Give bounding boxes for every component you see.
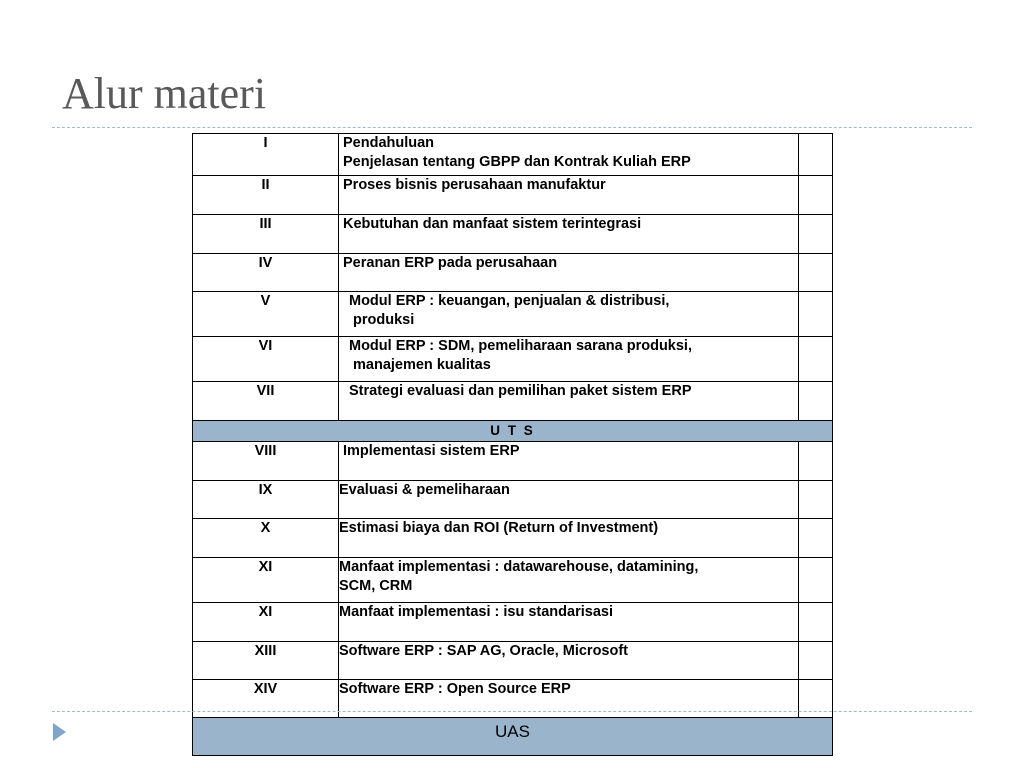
empty-cell	[799, 642, 833, 680]
topic-line: Penjelasan tentang GBPP dan Kontrak Kuliah ERP	[343, 154, 691, 170]
session-number: VI	[193, 337, 339, 382]
session-number: VII	[193, 382, 339, 421]
session-topic	[339, 519, 799, 558]
empty-cell	[799, 603, 833, 642]
session-number: I	[193, 134, 339, 176]
empty-cell	[799, 442, 833, 481]
empty-cell	[799, 134, 833, 176]
empty-cell	[799, 215, 833, 254]
session-number: VIII	[193, 442, 339, 481]
triangle-bullet-icon	[53, 723, 66, 741]
title-divider	[52, 127, 972, 128]
topic-line: produksi	[353, 312, 415, 328]
topic-line: Kebutuhan dan manfaat sistem terintegrasi	[343, 216, 642, 232]
session-number: XI	[193, 558, 339, 603]
session-number: III	[193, 215, 339, 254]
session-topic	[339, 642, 799, 680]
session-topic	[339, 558, 799, 603]
session-topic	[339, 337, 799, 382]
uts-row	[193, 421, 833, 442]
empty-cell	[799, 176, 833, 215]
session-topic	[339, 603, 799, 642]
empty-cell	[799, 519, 833, 558]
topic-line: Software ERP : SAP AG, Oracle, Microsoft	[339, 643, 629, 659]
topic-line: Estimasi biaya dan ROI (Return of Investment)	[339, 520, 659, 536]
table-row	[193, 134, 833, 176]
empty-cell	[799, 481, 833, 519]
empty-cell	[799, 382, 833, 421]
table-row	[193, 642, 833, 680]
uas-label: UAS	[193, 718, 833, 756]
table-row	[193, 519, 833, 558]
session-topic	[339, 382, 799, 421]
session-topic	[339, 215, 799, 254]
topic-line: Manfaat implementasi : isu standarisasi	[339, 604, 613, 620]
session-number: XI	[193, 603, 339, 642]
course-schedule-table	[192, 133, 833, 756]
table-row	[193, 215, 833, 254]
uts-label: U T S	[193, 421, 833, 442]
empty-cell	[799, 254, 833, 292]
empty-cell	[799, 337, 833, 382]
topic-line: Evaluasi & pemeliharaan	[339, 482, 510, 498]
empty-cell	[799, 558, 833, 603]
topic-line: Software ERP : Open Source ERP	[339, 681, 571, 697]
table-row	[193, 558, 833, 603]
topic-line: Strategi evaluasi dan pemilihan paket sistem ERP	[349, 383, 692, 399]
topic-line: Modul ERP : keuangan, penjualan & distribusi,	[349, 293, 670, 309]
topic-line: Modul ERP : SDM, pemeliharaan sarana produksi,	[349, 338, 692, 354]
table-row	[193, 176, 833, 215]
session-topic	[339, 134, 799, 176]
session-topic	[339, 442, 799, 481]
slide-title: Alur materi	[62, 69, 267, 118]
session-topic	[339, 176, 799, 215]
session-number: V	[193, 292, 339, 337]
session-number: XIII	[193, 642, 339, 680]
session-topic	[339, 254, 799, 292]
session-number: II	[193, 176, 339, 215]
session-number: IX	[193, 481, 339, 519]
session-number: XIV	[193, 680, 339, 718]
topic-line: Manfaat implementasi : datawarehouse, datamining,	[339, 559, 699, 575]
topic-line: Proses bisnis perusahaan manufaktur	[343, 177, 606, 193]
footer-divider	[52, 711, 972, 712]
session-topic	[339, 292, 799, 337]
topic-line: Implementasi sistem ERP	[343, 443, 520, 459]
table-row	[193, 603, 833, 642]
table-row	[193, 337, 833, 382]
topic-line: Peranan ERP pada perusahaan	[343, 255, 558, 271]
table-row	[193, 481, 833, 519]
topic-line: Pendahuluan	[343, 135, 435, 151]
table-row	[193, 292, 833, 337]
table-row	[193, 254, 833, 292]
table-row	[193, 442, 833, 481]
topic-line: SCM, CRM	[339, 578, 413, 594]
topic-line: manajemen kualitas	[353, 357, 491, 373]
uas-row	[193, 718, 833, 756]
empty-cell	[799, 292, 833, 337]
session-number: X	[193, 519, 339, 558]
session-topic	[339, 481, 799, 519]
session-number: IV	[193, 254, 339, 292]
table-row	[193, 382, 833, 421]
